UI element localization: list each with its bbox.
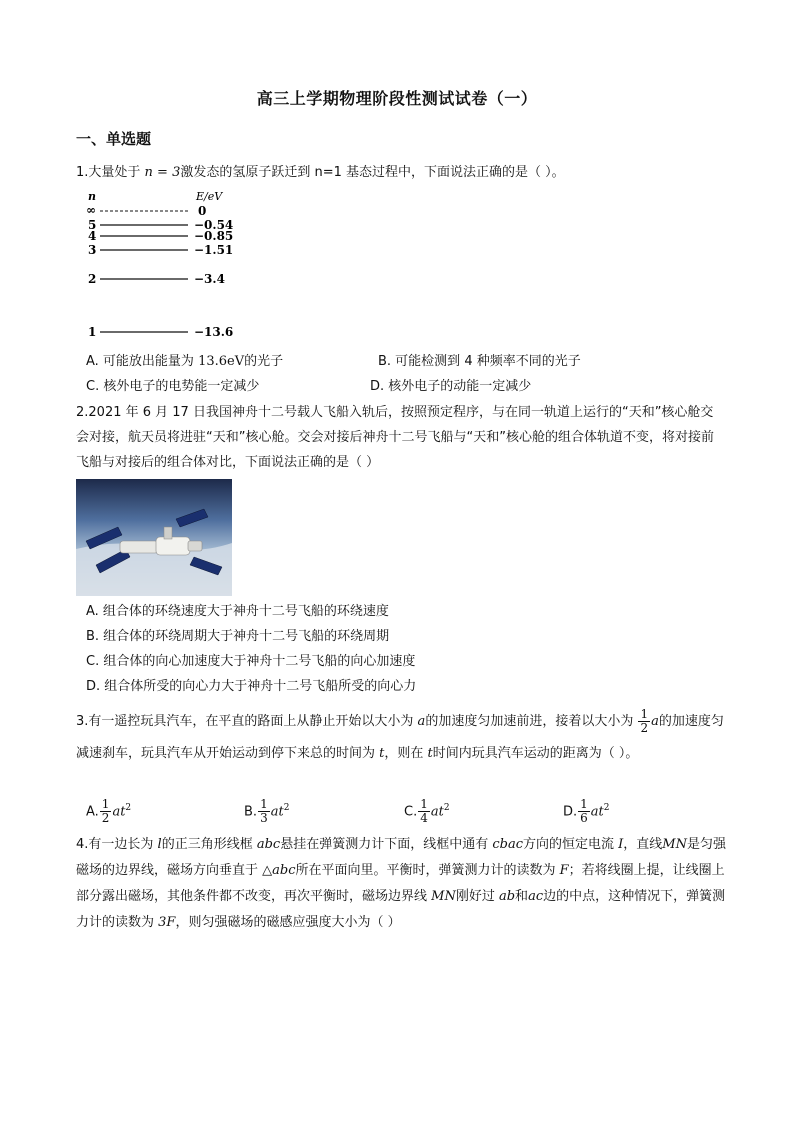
level-n-2: 2 <box>88 272 97 286</box>
question-4-stem: 4.有一边长为 l的正三角形线框 abc悬挂在弹簧测力计下面，线框中通有 cbac方向的恒定电流 I，直线MN是匀强磁场的边界线，磁场方向垂直于 △abc所在平面向里。平衡时，弹簧测力计的读数为 F；若将线圈上提，让线圈上部分露出磁场，其他条件都不改变，再次平衡时，磁场边界线 MN刚好过 ab和ac边的中点，这种情况下，弹簧测力计的读数为 3F，则匀强磁场的磁感应强度大小为（ ） <box>76 837 726 930</box>
q2-option-b: B. 组合体的环绕周期大于神舟十二号飞船的环绕周期 <box>86 629 390 644</box>
question-3-stem: 3.有一遥控玩具汽车，在平直的路面上从静止开始以大小为 a的加速度匀加速前进，接着以大小为 $\frac{1}{2}$ a的加速度匀减速刹车，玩具汽车从开始运动到停下来总的时间为 t，则在 t时间内玩具汽车运动的距离为（ ）。 <box>76 707 724 761</box>
level-e-inf: 0 <box>198 204 207 218</box>
level-e-4: −0.85 <box>194 229 234 243</box>
level-n-4: 4 <box>88 229 97 243</box>
level-e-2: −3.4 <box>194 272 225 286</box>
q2-option-d: D. 组合体所受的向心力大于神舟十二号飞船所受的向心力 <box>86 679 417 694</box>
half-fraction: $\frac{1}{2}$ <box>640 707 649 735</box>
question-2-stem: 2.2021 年 6 月 17 日我国神舟十二号载人飞船入轨后，按照预定程序，与在同一轨道上运行的“天和”核心舱交会对接，航天员将进驻“天和”核心舱。交会对接后神舟十二号飞船与“天和”核心舱的组合体轨道不变，将对接前飞船与对接后的组合体对比，下面说法正确的是（ ） <box>76 405 714 470</box>
question-1-stem: 1.大量处于 n = 3激发态的氢原子跃迁到 n=1 基态过程中，下面说法正确的是（ ）。 <box>76 165 565 180</box>
space-station-image <box>76 479 232 596</box>
page-title: 高三上学期物理阶段性测试试卷（一） <box>256 89 538 108</box>
diagram-n-label: n <box>88 190 96 203</box>
q3-option-c: C. $\frac{1}{4}$ $at^2$ <box>404 797 450 826</box>
level-n-5: 5 <box>88 218 97 232</box>
q3-option-b: B. $\frac{1}{3}$ $at^2$ <box>244 797 290 826</box>
level-n-inf: ∞ <box>86 203 96 217</box>
section-title: 一、单选题 <box>76 130 152 148</box>
q2-option-a: A. 组合体的环绕速度大于神舟十二号飞船的环绕速度 <box>86 604 389 619</box>
q1-option-c: C. 核外电子的电势能一定减少 <box>86 379 260 394</box>
level-e-5: −0.54 <box>194 218 234 232</box>
diagram-energy-label: E/eV <box>196 190 223 203</box>
q1-option-a: A. 可能放出能量为 13.6eV的光子 <box>86 354 284 369</box>
q3-option-d: D. $\frac{1}{6}$ $at^2$ <box>563 797 610 826</box>
q1-option-d: D. 核外电子的动能一定减少 <box>370 379 532 394</box>
level-e-3: −1.51 <box>194 243 234 257</box>
q1-option-b: B. 可能检测到 4 种频率不同的光子 <box>378 354 581 369</box>
level-e-1: −13.6 <box>194 325 234 339</box>
level-n-1: 1 <box>88 325 97 339</box>
level-n-3: 3 <box>88 243 97 257</box>
q2-option-c: C. 组合体的向心加速度大于神舟十二号飞船的向心加速度 <box>86 654 416 669</box>
energy-level-diagram <box>84 190 254 345</box>
q3-option-a: A. $\frac{1}{2}$ $at^2$ <box>86 797 132 826</box>
